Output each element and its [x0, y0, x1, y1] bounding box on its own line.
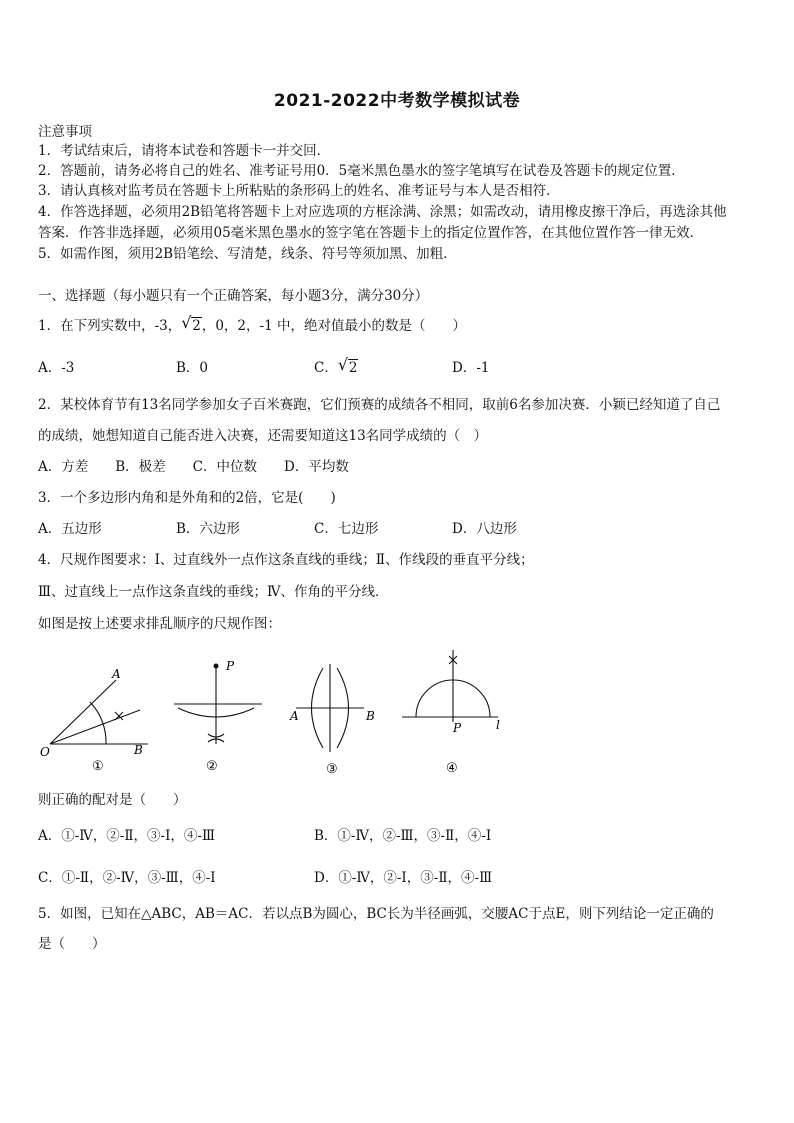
- q1-stem-before: 1．在下列实数中，-3，: [38, 318, 182, 334]
- question-2-options: A．方差 B．极差 C．中位数 D．平均数: [38, 459, 349, 475]
- fig2-point-p: [214, 664, 219, 669]
- q1-option-d: D．-1: [452, 360, 490, 376]
- fig4-label-p: P: [453, 721, 462, 735]
- fig2-label-p: P: [226, 659, 235, 673]
- fig3-label-b: B: [366, 709, 375, 723]
- q3-option-b: B．六边形: [176, 521, 240, 537]
- fig4-number: ④: [446, 761, 458, 776]
- q1-option-b: B．0: [176, 360, 209, 376]
- question-4-line-1: 4．尺规作图要求：Ⅰ、过直线外一点作这条直线的垂线；Ⅱ、作线段的垂直平分线；: [38, 552, 534, 568]
- notice-item-1: 1．考试结束后，请将本试卷和答题卡一并交回．: [38, 143, 331, 159]
- notice-item-5: 5．如需作图，须用2B铅笔绘、写清楚，线条、符号等须加黑、加粗．: [38, 246, 457, 262]
- q3-option-a: A．五边形: [38, 521, 102, 537]
- question-4-line-3: 如图是按上述要求排乱顺序的尺规作图：: [38, 616, 281, 632]
- q3-option-d: D．八边形: [452, 521, 517, 537]
- fig1-label-b: B: [134, 743, 143, 757]
- q1-option-a: A．-3: [38, 360, 75, 376]
- fig1-bisector: [50, 710, 140, 744]
- q3-option-c: C．七边形: [314, 521, 379, 537]
- fig3-number: ③: [326, 762, 338, 777]
- question-4-ask: 则正确的配对是（ ）: [38, 792, 187, 808]
- question-3-stem: 3．一个多边形内角和是外角和的2倍，它是( ): [38, 490, 336, 506]
- notice-heading: 注意事项: [38, 124, 92, 140]
- page-title: 2021-2022中考数学模拟试卷: [273, 91, 521, 111]
- sqrt-symbol: √ 2: [337, 355, 358, 376]
- question-2-line-1: 2．某校体育节有13名同学参加女子百米赛跑，它们预赛的成绩各不相同，取前6名参加决赛．小颖已经知道了自己: [38, 397, 721, 413]
- fig1-arc: [90, 702, 106, 744]
- notice-item-4-cont: 答案．作答非选择题，必须用05毫米黑色墨水的签字笔在答题卡上的指定位置作答，在其他位置作答一律无效．: [38, 225, 704, 241]
- fig3-label-a: A: [290, 709, 299, 723]
- question-2-line-2: 的成绩，她想知道自己能否进入决赛，还需要知道这13名同学成绩的（ ）: [38, 428, 488, 444]
- notice-item-3: 3．请认真核对监考员在答题卡上所粘贴的条形码上的姓名、准考证号与本人是否相符．: [38, 183, 560, 199]
- q1-option-c-prefix: C．: [314, 360, 338, 376]
- figure-1: [50, 680, 148, 744]
- question-5-line-1: 5．如图，已知在△ABC，AB＝AC．若以点B为圆心，BC长为半径画弧，交腰AC于点E，则下列结论一定正确的: [38, 906, 714, 922]
- notice-item-4: 4．作答选择题，必须用2B铅笔将答题卡上对应选项的方框涂满、涂黑；如需改动，请用橡皮擦干净后，再选涂其他: [38, 204, 727, 220]
- q1-option-c-sqrt: 2: [348, 360, 358, 376]
- q1-sqrt-arg: 2: [192, 318, 201, 334]
- fig4-label-l: l: [496, 718, 500, 732]
- section-heading: 一、选择题（每小题只有一个正确答案，每小题3分，满分30分）: [38, 288, 429, 304]
- figure-3: [296, 664, 364, 752]
- question-4-line-2: Ⅲ、过直线上一点作这条直线的垂线；Ⅳ、作角的平分线．: [38, 584, 389, 600]
- question-1-stem: [38, 313, 466, 336]
- q4-option-c: C．①-Ⅱ，②-Ⅳ，③-Ⅲ，④-Ⅰ: [38, 870, 216, 886]
- sqrt-symbol: √ 2: [181, 313, 201, 334]
- fig1-label-a: A: [112, 667, 121, 681]
- fig1-number: ①: [92, 759, 104, 774]
- figure-2: [174, 664, 262, 744]
- q1-option-c: [314, 355, 358, 378]
- q4-option-a: A．①-Ⅳ，②-Ⅱ，③-Ⅰ，④-Ⅲ: [38, 828, 216, 844]
- fig2-number: ②: [206, 759, 218, 774]
- figure-4: [402, 650, 498, 722]
- q4-option-b: B．①-Ⅳ，②-Ⅲ，③-Ⅱ，④-Ⅰ: [314, 828, 492, 844]
- construction-figures: [30, 640, 530, 785]
- q1-stem-after: ，0，2，-1 中，绝对值最小的数是（ ）: [201, 318, 466, 334]
- notice-item-2: 2．答题前，请务必将自己的姓名、准考证号用0．5毫米黑色墨水的签字笔填写在试卷及答题卡的规定位置．: [38, 163, 685, 179]
- q4-option-d: D．①-Ⅳ，②-Ⅰ，③-Ⅱ，④-Ⅲ: [314, 870, 493, 886]
- question-5-line-2: 是（ ）: [38, 936, 106, 952]
- fig1-label-o: O: [40, 745, 50, 759]
